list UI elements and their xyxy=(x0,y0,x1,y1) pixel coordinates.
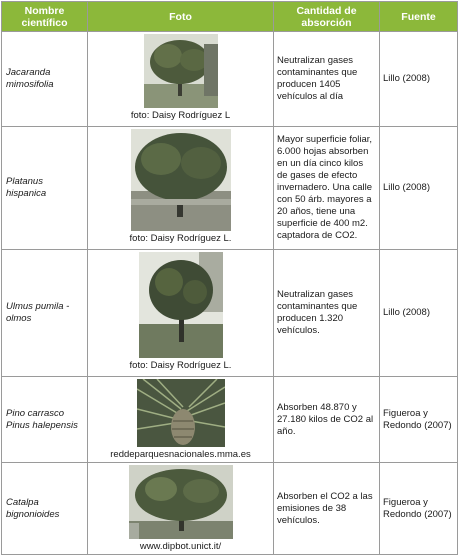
species-name: Ulmus pumila - olmos xyxy=(2,250,88,377)
header-photo: Foto xyxy=(88,2,274,32)
tree-photo xyxy=(144,34,218,108)
photo-credit: www.dipbot.unict.it/ xyxy=(139,541,222,552)
pine-cone-photo xyxy=(137,379,225,447)
source-text: Figueroa y Redondo (2007) xyxy=(380,377,458,463)
species-table xyxy=(1,1,458,555)
absorption-text: Mayor superficie foliar, 6.000 hojas absorben en un día cinco kilos de gases de efecto invernadero. Una calle con 50 árb. mayores a 20 años, tiene una superficie de 400 m2. captadora de CO2. xyxy=(274,127,380,250)
header-name: Nombre científico xyxy=(2,2,88,32)
table-row xyxy=(2,377,458,463)
species-name: Catalpa bignonioides xyxy=(2,463,88,555)
table-row xyxy=(2,463,458,555)
photo-credit: foto: Daisy Rodríguez L xyxy=(130,110,231,121)
absorption-text: Absorben 48.870 y 27.180 kilos de CO2 al año. xyxy=(274,377,380,463)
tree-photo xyxy=(129,465,233,539)
header-row xyxy=(2,2,458,32)
source-text: Lillo (2008) xyxy=(380,32,458,127)
photo-cell xyxy=(88,250,274,377)
species-name: Pino carrasco Pinus halepensis xyxy=(2,377,88,463)
photo-cell xyxy=(88,127,274,250)
header-absorption: Cantidad de absorción xyxy=(274,2,380,32)
photo-credit: foto: Daisy Rodríguez L. xyxy=(129,360,232,371)
photo-credit: foto: Daisy Rodríguez L. xyxy=(129,233,232,244)
photo-cell xyxy=(88,463,274,555)
source-text: Figueroa y Redondo (2007) xyxy=(380,463,458,555)
table-row xyxy=(2,250,458,377)
source-text: Lillo (2008) xyxy=(380,250,458,377)
absorption-text: Neutralizan gases contaminantes que producen 1405 vehículos al día xyxy=(274,32,380,127)
photo-cell xyxy=(88,32,274,127)
species-name: Jacaranda mimosifolia xyxy=(2,32,88,127)
table-row xyxy=(2,32,458,127)
source-text: Lillo (2008) xyxy=(380,127,458,250)
species-name: Platanus hispanica xyxy=(2,127,88,250)
table-row xyxy=(2,127,458,250)
photo-credit: reddeparquesnacionales.mma.es xyxy=(110,449,251,460)
absorption-text: Absorben el CO2 a las emisiones de 38 vehículos. xyxy=(274,463,380,555)
absorption-text: Neutralizan gases contaminantes que producen 1.320 vehículos. xyxy=(274,250,380,377)
photo-cell xyxy=(88,377,274,463)
tree-photo xyxy=(131,129,231,231)
header-source: Fuente xyxy=(380,2,458,32)
tree-photo xyxy=(139,252,223,358)
